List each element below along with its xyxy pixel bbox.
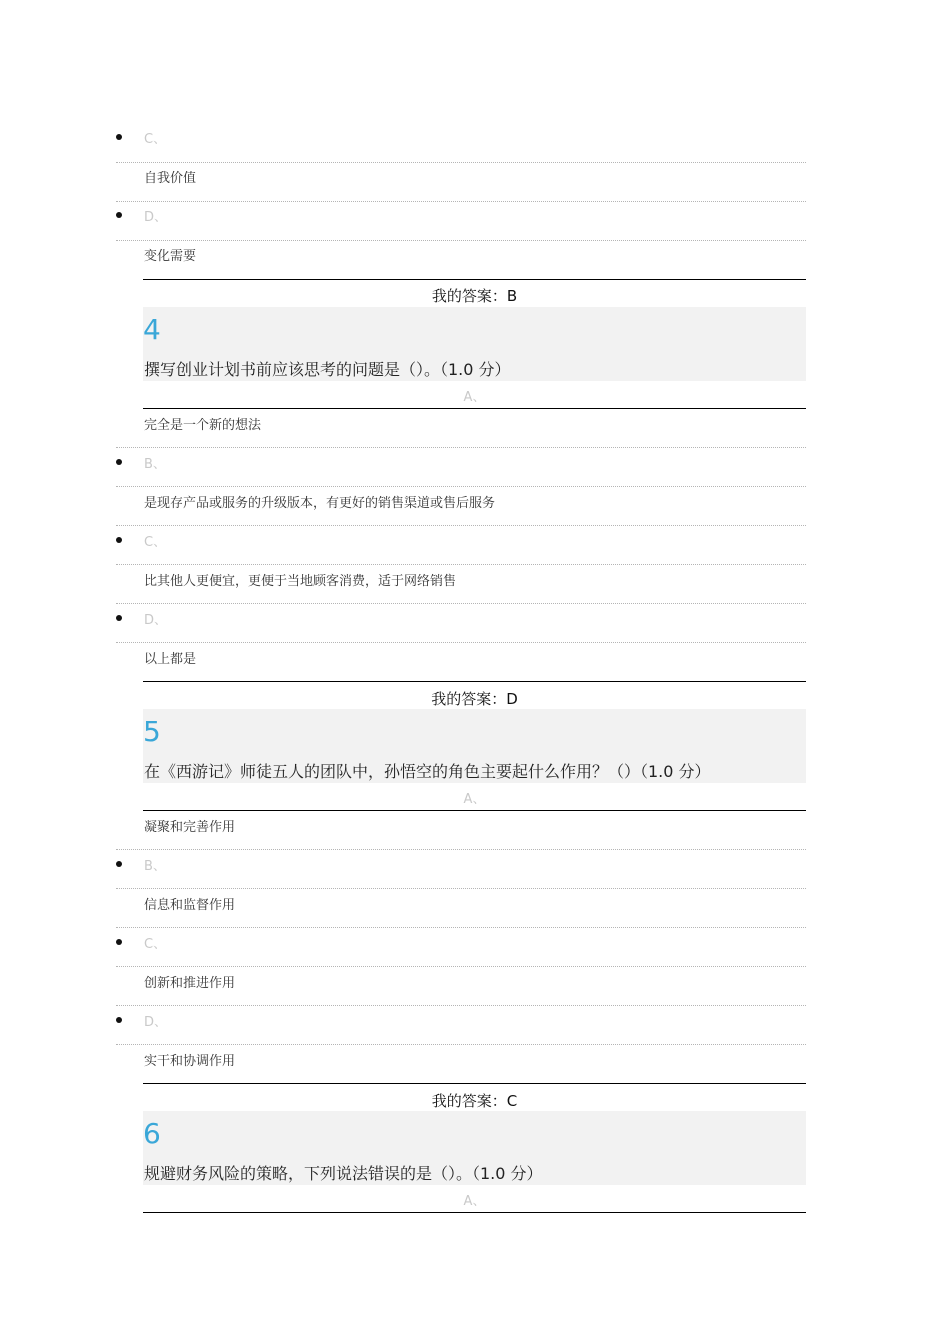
option-letter: A、: [463, 792, 486, 807]
option-letter: D、: [144, 1015, 168, 1030]
option-text[interactable]: 自我价值: [144, 171, 197, 186]
bullet-icon: [116, 459, 122, 465]
dotted-divider: [116, 201, 806, 202]
my-answer: 我的答案：D: [431, 690, 518, 708]
bullet-icon: [116, 134, 122, 140]
question-divider: [143, 810, 806, 811]
question-header: [143, 1111, 806, 1185]
option-letter: B、: [144, 859, 166, 874]
option-text[interactable]: 创新和推进作用: [144, 976, 236, 991]
dotted-divider: [116, 927, 806, 928]
dotted-divider: [116, 1005, 806, 1006]
option-letter: C、: [144, 937, 167, 952]
option-text[interactable]: 完全是一个新的想法: [144, 418, 262, 433]
bullet-icon: [116, 212, 122, 218]
option-text[interactable]: 比其他人更便宜，更便于当地顾客消费，适于网络销售: [144, 574, 457, 589]
option-text[interactable]: 以上都是: [144, 652, 197, 667]
option-letter: B、: [144, 457, 166, 472]
dotted-divider: [116, 642, 806, 643]
option-letter: D、: [144, 613, 168, 628]
option-letter: A、: [463, 390, 486, 405]
dotted-divider: [116, 240, 806, 241]
dotted-divider: [116, 966, 806, 967]
answer-divider: [143, 681, 806, 682]
dotted-divider: [116, 564, 806, 565]
dotted-divider: [116, 888, 806, 889]
question-number: 4: [143, 313, 161, 346]
bullet-icon: [116, 615, 122, 621]
option-text[interactable]: 变化需要: [144, 249, 197, 264]
bullet-icon: [116, 861, 122, 867]
dotted-divider: [116, 525, 806, 526]
my-answer: 我的答案：C: [431, 1092, 518, 1110]
option-letter: A、: [463, 1194, 486, 1209]
dotted-divider: [116, 849, 806, 850]
dotted-divider: [116, 486, 806, 487]
option-text[interactable]: 是现存产品或服务的升级版本，有更好的销售渠道或售后服务: [144, 496, 496, 511]
bullet-icon: [116, 1017, 122, 1023]
question-text: 规避财务风险的策略，下列说法错误的是（）。（1.0 分）: [144, 1164, 543, 1183]
question-divider: [143, 408, 806, 409]
bullet-icon: [116, 537, 122, 543]
dotted-divider: [116, 1044, 806, 1045]
option-letter: D、: [144, 210, 168, 225]
dotted-divider: [116, 447, 806, 448]
question-header: [143, 709, 806, 783]
question-number: 6: [143, 1117, 161, 1150]
dotted-divider: [116, 162, 806, 163]
my-answer: 我的答案：B: [431, 287, 518, 305]
option-text[interactable]: 实干和协调作用: [144, 1054, 236, 1069]
dotted-divider: [116, 603, 806, 604]
option-text[interactable]: 凝聚和完善作用: [144, 820, 236, 835]
question-text: 在《西游记》师徒五人的团队中，孙悟空的角色主要起什么作用？（）（1.0 分）: [144, 762, 711, 781]
option-letter: C、: [144, 535, 167, 550]
option-letter: C、: [144, 132, 167, 147]
option-text[interactable]: 信息和监督作用: [144, 898, 236, 913]
bullet-icon: [116, 939, 122, 945]
question-text: 撰写创业计划书前应该思考的问题是（）。（1.0 分）: [144, 360, 511, 379]
question-divider: [143, 1212, 806, 1213]
question-header: [143, 307, 806, 381]
answer-divider: [143, 1083, 806, 1084]
answer-divider: [143, 279, 806, 280]
question-number: 5: [143, 715, 161, 748]
